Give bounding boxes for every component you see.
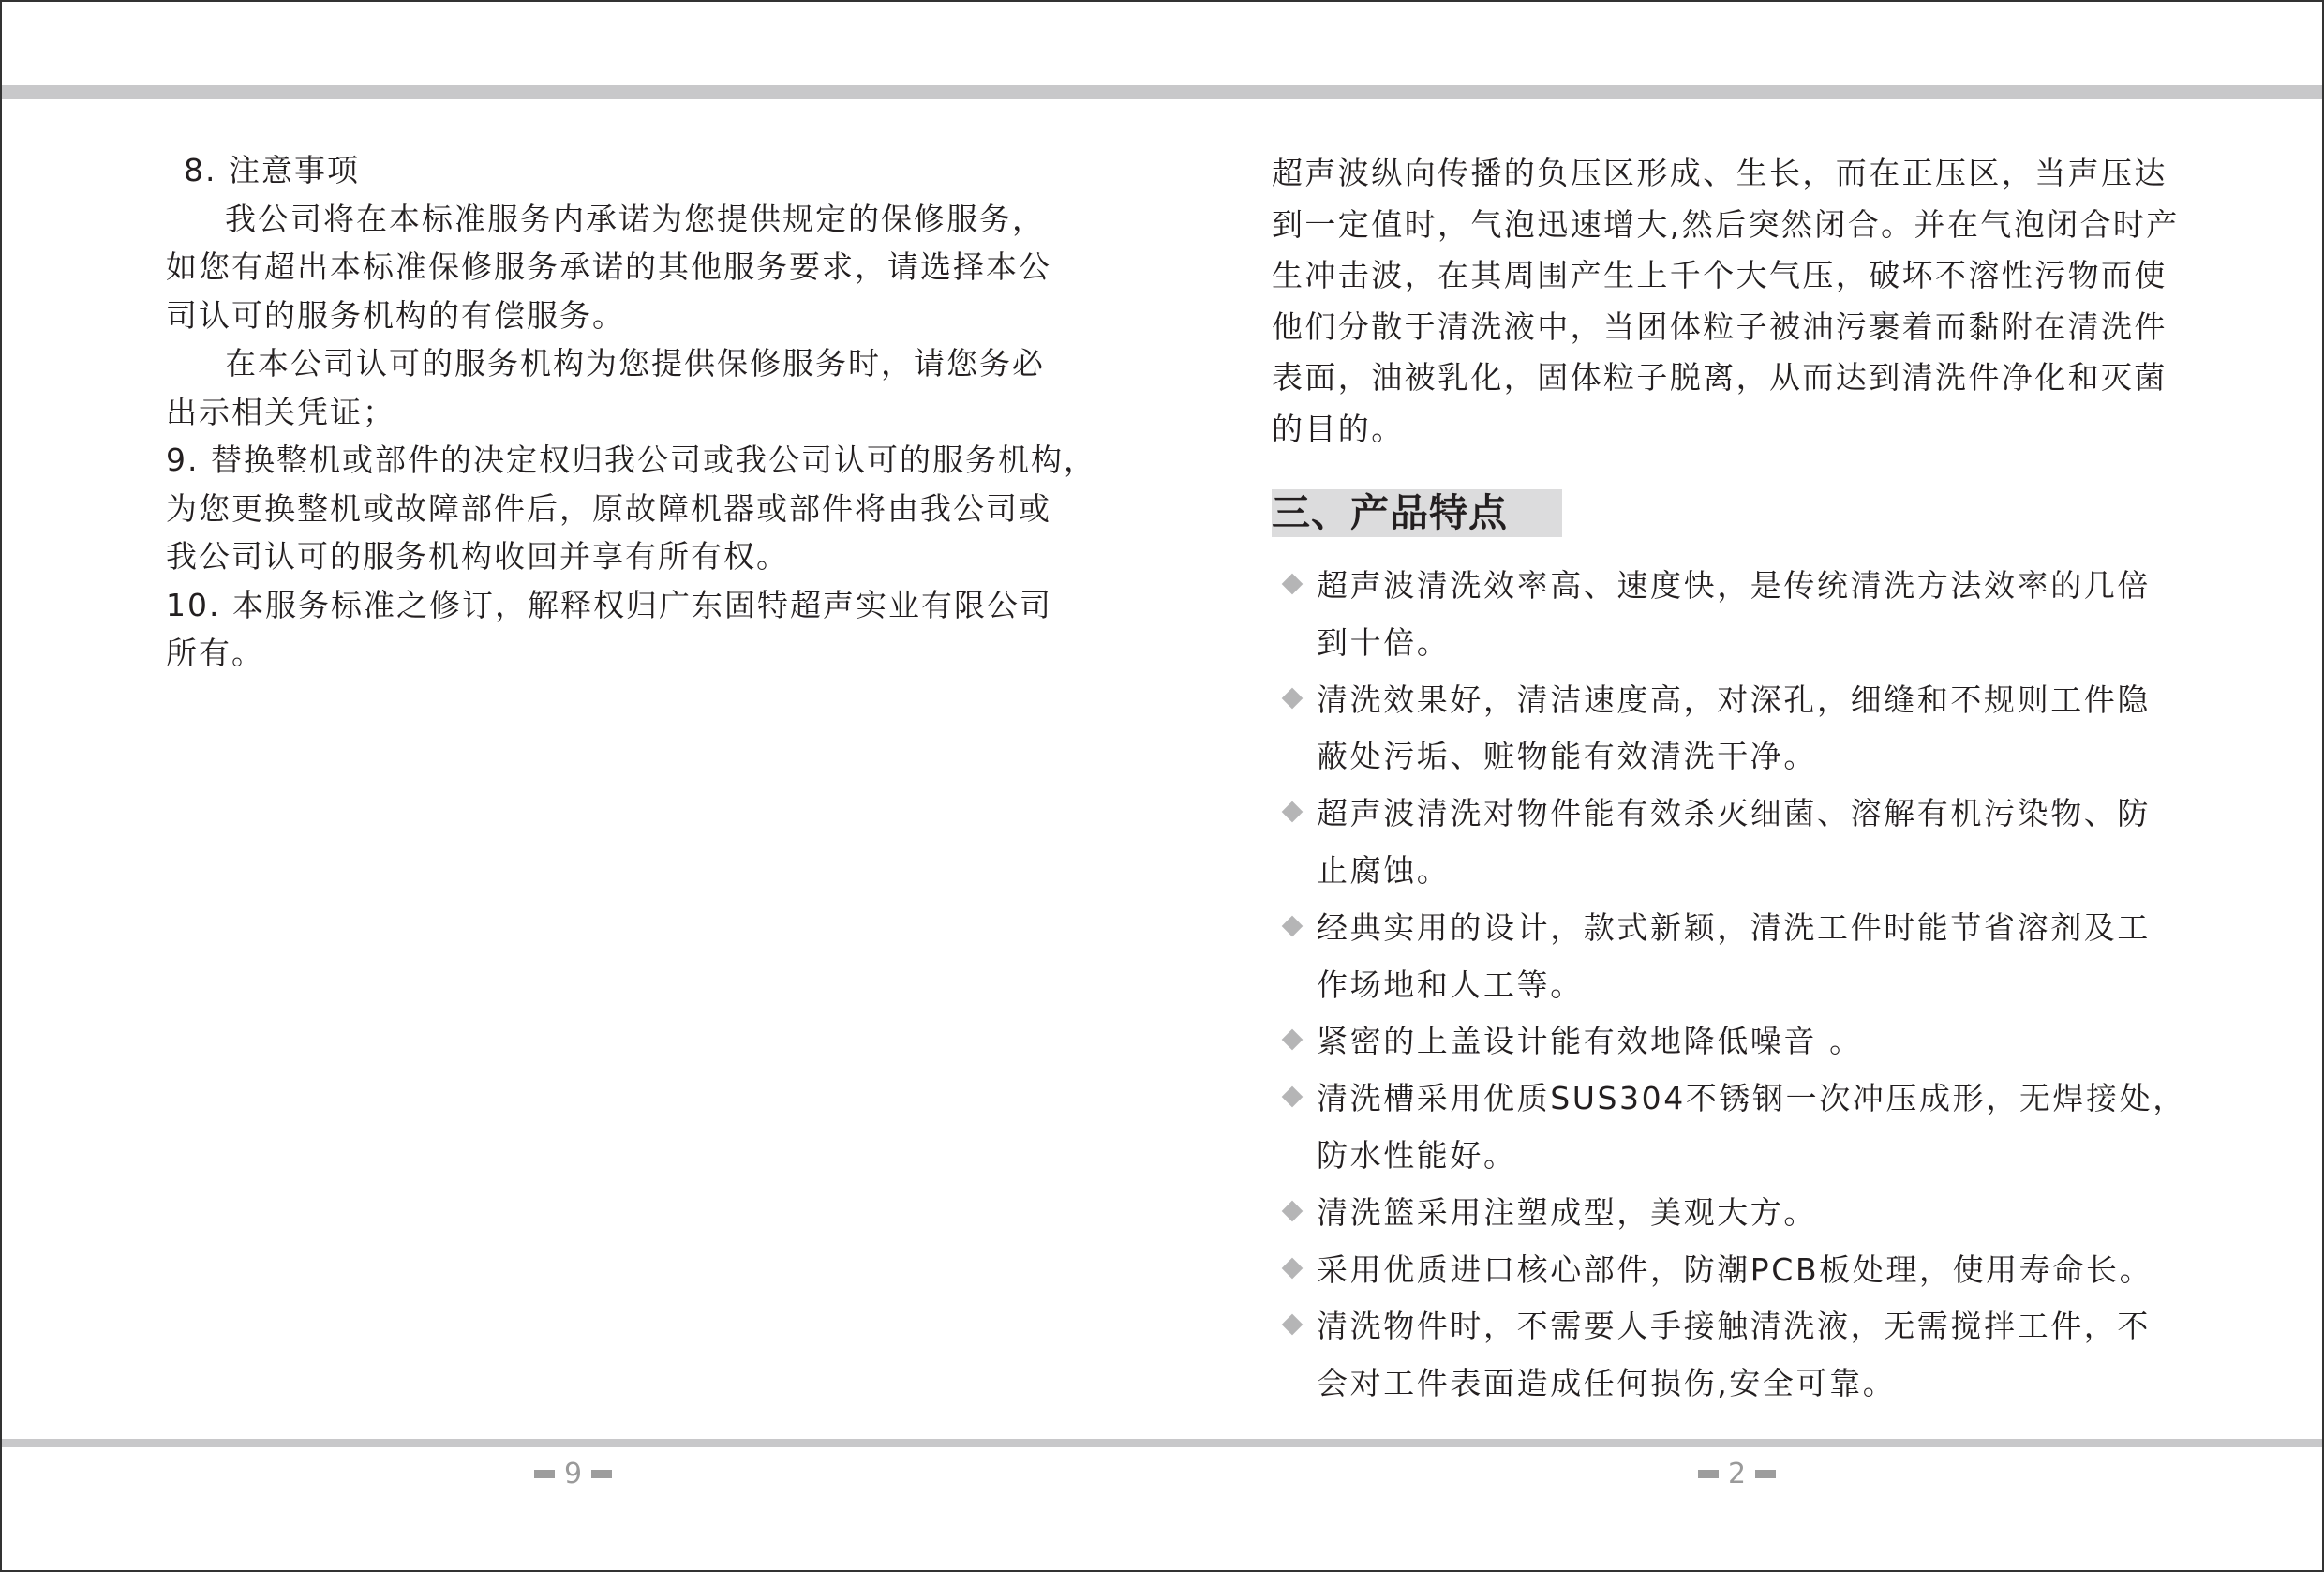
feature-line: 会对工件表面造成任何损伤,安全可靠。 [1317, 1365, 1897, 1402]
left-page-content [166, 146, 1096, 678]
feature-line: 经典实用的设计，款式新颖，清洗工件时能节省溶剂及工 [1317, 908, 2151, 946]
section-heading: 三、产品特点 [1272, 489, 1562, 537]
diamond-bullet-icon [1282, 1257, 1304, 1279]
feature-line: 到十倍。 [1317, 623, 1451, 661]
diamond-bullet-icon [1282, 801, 1304, 823]
text-line: 到一定值时，气泡迅速增大,然后突然闭合。并在气泡闭合时产 [1272, 205, 2180, 243]
feature-item [1285, 1070, 2186, 1185]
dash-icon [1698, 1470, 1719, 1478]
page-number: 2 [1728, 1458, 1747, 1490]
dash-icon [1755, 1470, 1776, 1478]
feature-item [1285, 1298, 2186, 1413]
feature-item [1285, 1013, 2186, 1070]
feature-line: 超声波清洗效率高、速度快，是传统清洗方法效率的几倍 [1317, 567, 2151, 604]
text-line: 超声波纵向传播的负压区形成、生长，而在正压区，当声压达 [1272, 155, 2168, 191]
diamond-bullet-icon [1282, 1200, 1304, 1221]
feature-line: 紧密的上盖设计能有效地降低噪音 。 [1317, 1023, 1863, 1060]
feature-item [1285, 1185, 2186, 1242]
text-line: 我公司认可的服务机构收回并享有所有权。 [166, 538, 789, 575]
feature-item [1285, 558, 2186, 672]
diamond-bullet-icon [1282, 687, 1304, 709]
page-number-right [1698, 1458, 1776, 1490]
text-line: 司认可的服务机构的有偿服务。 [166, 296, 625, 334]
diamond-bullet-icon [1282, 574, 1304, 595]
page-number: 9 [564, 1458, 583, 1490]
notice-heading: 8. 注意事项 [184, 152, 360, 188]
feature-line: 清洗篮采用注塑成型，美观大方。 [1317, 1193, 1817, 1231]
diamond-bullet-icon [1282, 915, 1304, 936]
text-line: 生冲击波，在其周围产生上千个大气压，破坏不溶性污物而使 [1272, 257, 2168, 294]
header-band [2, 85, 2322, 99]
feature-line: 止腐蚀。 [1317, 851, 1451, 889]
dash-icon [591, 1470, 612, 1478]
text-line: 10. 本服务标准之修订，解释权归广东固特超声实业有限公司 [166, 586, 1052, 623]
diamond-bullet-icon [1282, 1029, 1304, 1051]
diamond-bullet-icon [1282, 1314, 1304, 1336]
text-line: 他们分散于清洗液中，当团体粒子被油污裹着而黏附在清洗件 [1272, 307, 2168, 345]
right-page-intro [1272, 148, 2180, 456]
page-number-left [534, 1458, 612, 1490]
feature-line: 采用优质进口核心部件，防潮PCB板处理，使用寿命长。 [1317, 1250, 2153, 1288]
feature-line: 清洗物件时，不需要人手接触清洗液，无需搅拌工件，不 [1317, 1308, 2151, 1345]
diamond-bullet-icon [1282, 1086, 1304, 1108]
dash-icon [534, 1470, 555, 1478]
text-line: 所有。 [166, 635, 264, 671]
feature-line: 蔽处污垢、赃物能有效清洗干净。 [1317, 738, 1817, 775]
text-line: 我公司将在本标准服务内承诺为您提供规定的保修服务， [225, 200, 1045, 237]
feature-line: 防水性能好。 [1317, 1136, 1517, 1174]
text-line: 表面，油被乳化，固体粒子脱离，从而达到清洗件净化和灭菌 [1272, 359, 2168, 397]
text-line: 的目的。 [1272, 410, 1405, 447]
text-line: 在本公司认可的服务机构为您提供保修服务时，请您务必 [225, 345, 1045, 382]
feature-list [1285, 558, 2186, 1413]
text-line: 9. 替换整机或部件的决定权归我公司或我公司认可的服务机构， [166, 442, 1096, 478]
feature-item [1285, 786, 2186, 900]
feature-line: 清洗效果好，清洁速度高，对深孔，细缝和不规则工件隐 [1317, 681, 2151, 718]
text-line: 出示相关凭证； [166, 393, 395, 430]
footer-band [2, 1439, 2322, 1447]
feature-item [1285, 672, 2186, 786]
text-line: 为您更换整机或故障部件后，原故障机器或部件将由我公司或 [166, 489, 1051, 527]
feature-line: 作场地和人工等。 [1317, 966, 1584, 1003]
feature-line: 清洗槽采用优质SUS304不锈钢一次冲压成形，无焊接处， [1317, 1080, 2186, 1117]
feature-item [1285, 1242, 2186, 1299]
feature-item [1285, 900, 2186, 1014]
text-line: 如您有超出本标准保修服务承诺的其他服务要求，请选择本公 [166, 248, 1051, 285]
feature-line: 超声波清洗对物件能有效杀灭细菌、溶解有机污染物、防 [1317, 795, 2151, 832]
